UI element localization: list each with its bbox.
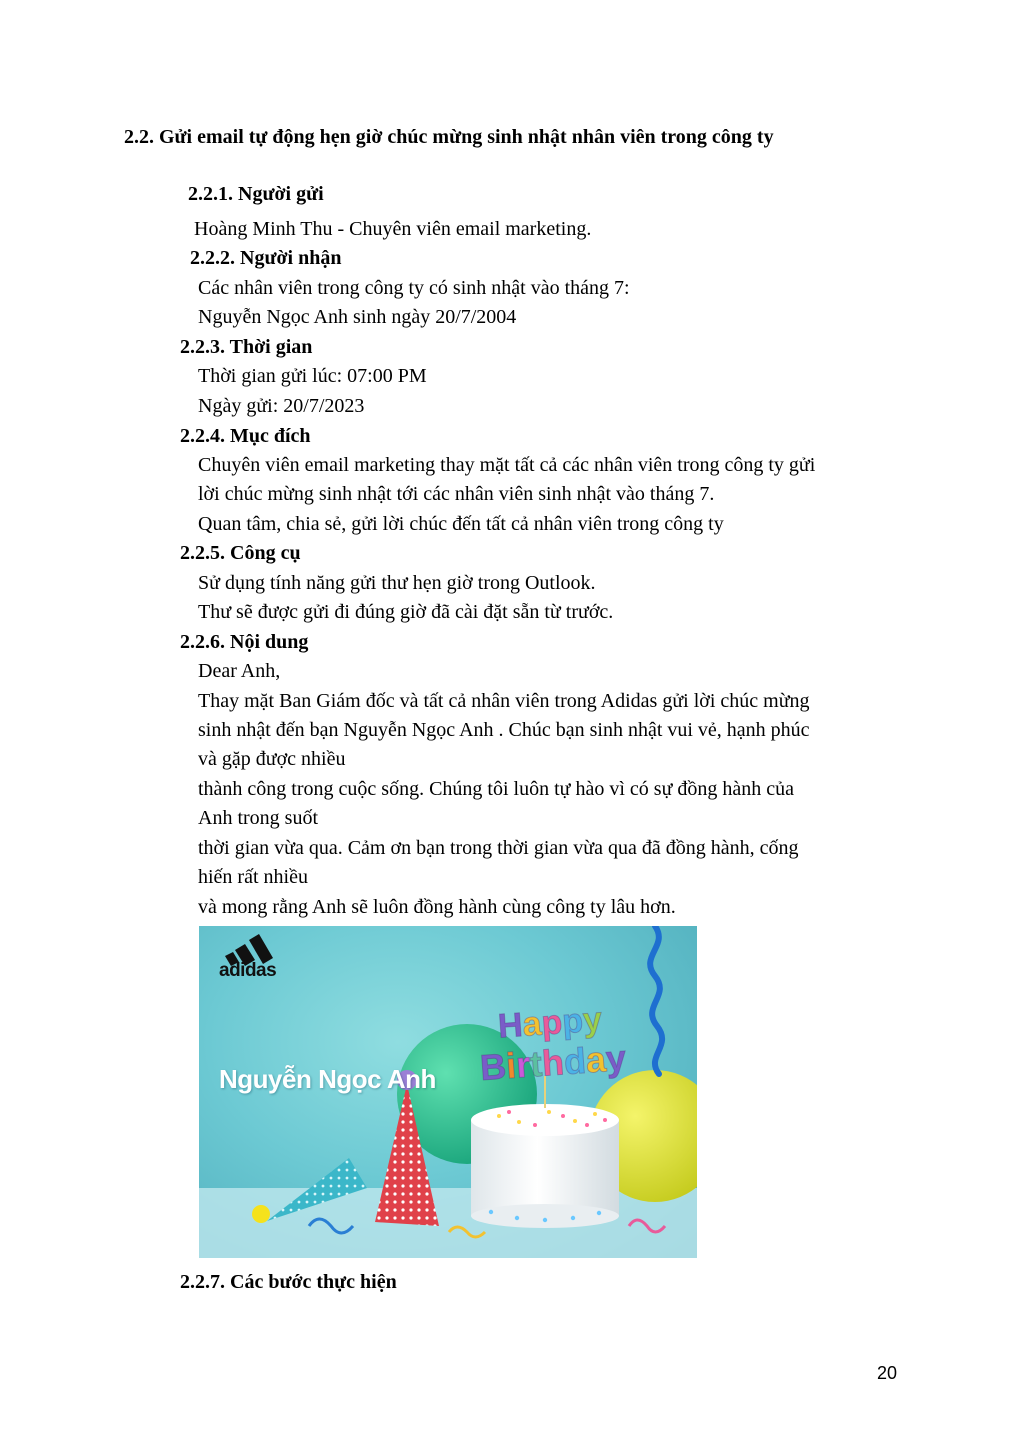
time-heading: 2.2.3. Thời gian <box>180 336 313 358</box>
content-line: Thay mặt Ban Giám đốc và tất cả nhân viên trong Adidas gửi lời chúc mừng <box>198 690 810 712</box>
sender-line: Hoàng Minh Thu - Chuyên viên email marketing. <box>194 218 592 240</box>
card-letter: h <box>540 1041 566 1084</box>
card-letter: B <box>478 1045 508 1089</box>
sender-heading: 2.2.1. Người gửi <box>188 183 324 205</box>
purpose-line: lời chúc mừng sinh nhật tới các nhân viên sinh nhật vào tháng 7. <box>198 483 715 505</box>
tool-line: Thư sẽ được gửi đi đúng giờ đã cài đặt sẵn từ trước. <box>198 601 614 623</box>
content-line: Dear Anh, <box>198 660 281 682</box>
recipient-line: Nguyễn Ngọc Anh sinh ngày 20/7/2004 <box>198 306 517 328</box>
purpose-heading: 2.2.4. Mục đích <box>180 425 311 447</box>
content-heading: 2.2.6. Nội dung <box>180 631 309 653</box>
card-letter: p <box>560 1001 585 1042</box>
card-letter: a <box>584 1038 608 1081</box>
card-letter: i <box>504 1044 518 1087</box>
card-letter: a <box>521 1004 543 1044</box>
content-line: thành công trong cuộc sống. Chúng tôi luôn tự hào vì có sự đồng hành của <box>198 778 795 800</box>
card-letter: y <box>581 1000 604 1040</box>
tool-heading: 2.2.5. Công cụ <box>180 542 301 564</box>
content-line: thời gian vừa qua. Cảm ơn bạn trong thời gian vừa qua đã đồng hành, cống <box>198 837 799 859</box>
steps-heading: 2.2.7. Các bước thực hiện <box>180 1271 397 1293</box>
page-number: 20 <box>877 1363 898 1383</box>
card-recipient-name: Nguyễn Ngọc Anh <box>219 1064 436 1094</box>
content-line: hiến rất nhiều <box>198 866 308 888</box>
card-letter: r <box>514 1043 532 1086</box>
card-letter: p <box>540 1003 564 1043</box>
time-line: Thời gian gửi lúc: 07:00 PM <box>198 365 427 387</box>
birthday-card-image <box>199 926 697 1258</box>
content-line: và mong rằng Anh sẽ luôn đồng hành cùng công ty lâu hơn. <box>198 896 676 918</box>
tool-line: Sử dụng tính năng gửi thư hẹn giờ trong Outlook. <box>198 572 596 594</box>
section-heading: 2.2. Gửi email tự động hẹn giờ chúc mừng sinh nhật nhân viên trong công ty <box>124 126 774 148</box>
content-line: và gặp được nhiều <box>198 748 346 770</box>
purpose-line: Quan tâm, chia sẻ, gửi lời chúc đến tất cả nhân viên trong công ty <box>198 513 724 535</box>
card-letter: H <box>496 1005 524 1046</box>
content-line: sinh nhật đến bạn Nguyễn Ngọc Anh . Chúc bạn sinh nhật vui vẻ, hạnh phúc <box>198 719 810 741</box>
purpose-line: Chuyên viên email marketing thay mặt tất cả các nhân viên trong công ty gửi <box>198 454 816 476</box>
recipient-heading: 2.2.2. Người nhận <box>190 247 342 269</box>
card-letter: d <box>562 1039 588 1083</box>
card-letter: y <box>604 1036 628 1080</box>
streamer-icon <box>650 926 662 1074</box>
card-brand: adidas <box>219 960 277 981</box>
recipient-line: Các nhân viên trong công ty có sinh nhật vào tháng 7: <box>198 277 630 299</box>
time-line: Ngày gửi: 20/7/2023 <box>198 395 365 417</box>
card-letter: t <box>528 1042 544 1085</box>
content-line: Anh trong suốt <box>198 807 318 829</box>
